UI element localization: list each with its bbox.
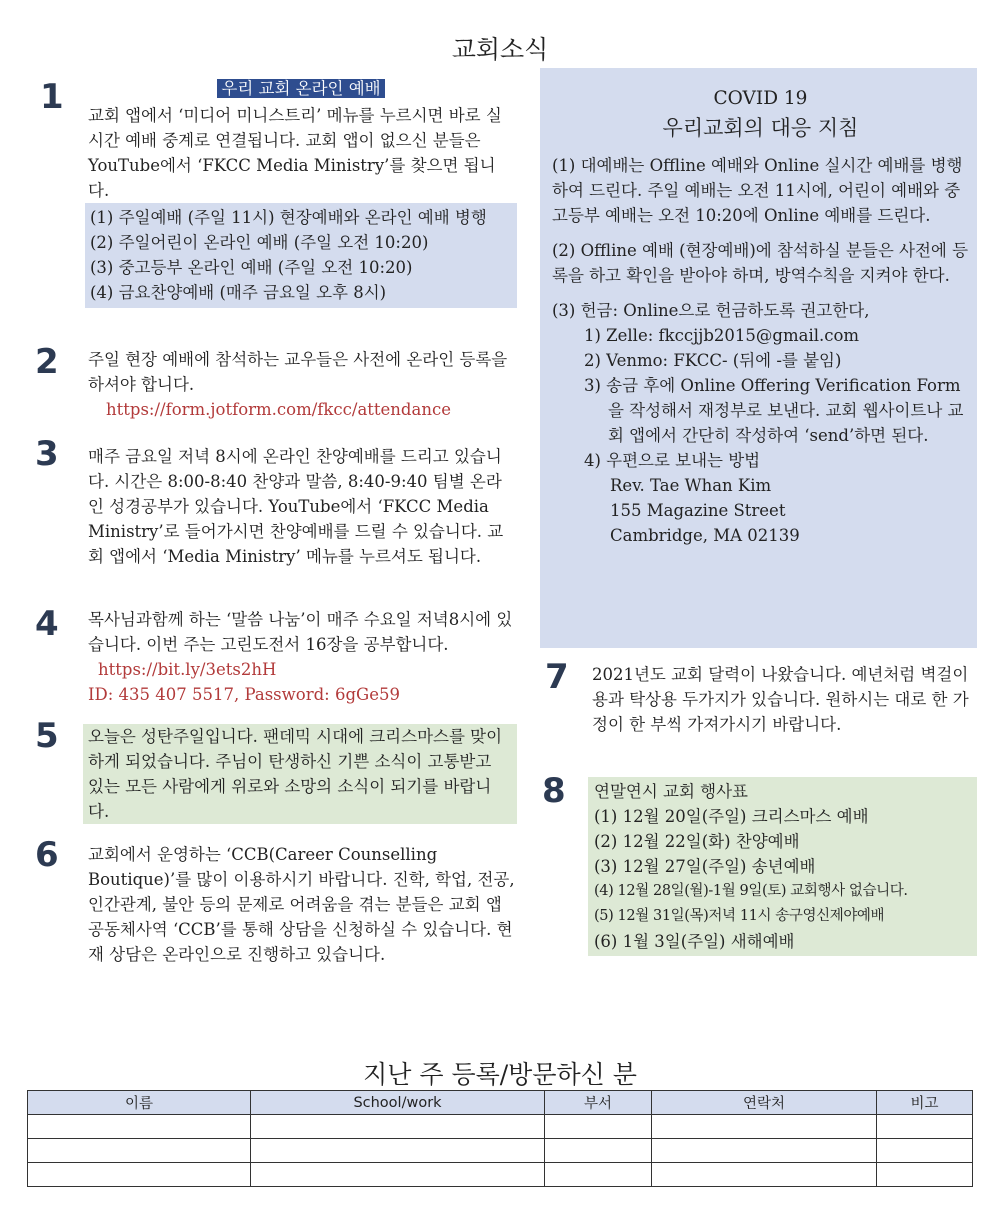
list-item: (3) 중고등부 온라인 예배 (주일 오전 10:20) <box>90 258 413 277</box>
list-item: (1) 주일예배 (주일 11시) 현장예배와 온라인 예배 병행 <box>90 208 487 227</box>
list-item: (4) 금요찬양예배 (매주 금요일 오후 8시) <box>90 283 387 302</box>
table-cell[interactable] <box>545 1115 652 1139</box>
table-cell[interactable] <box>251 1163 545 1187</box>
table-cell[interactable] <box>652 1163 877 1187</box>
year-end-schedule <box>588 777 977 956</box>
meeting-id: ID: 435 407 5517, Password: 6gGe59 <box>88 685 400 704</box>
column-header-school-work: School/work <box>251 1091 545 1115</box>
item-number-1: 1 <box>40 77 64 117</box>
covid-guideline-2: (2) Offline 예배 (현장예배)에 참석하실 분들은 사전에 등록을 하고 확인을 받아야 하며, 방역수칙을 지켜야 한다. <box>552 241 969 285</box>
item-4-body: 목사님과함께 하는 ‘말씀 나눔’이 매주 수요일 저녁8시에 있습니다. 이번 주는 고린도전서 16장을 공부합니다. <box>88 610 513 654</box>
item-7: 2021년도 교회 달력이 나왔습니다. 예년처럼 벽걸이용과 탁상용 두가지가 있습니다. 원하시는 대로 한 가정이 한 부씩 가져가시기 바랍니다. <box>592 665 969 734</box>
item-number-7: 7 <box>545 657 569 697</box>
schedule-item: (2) 12월 22일(화) 찬양예배 <box>594 832 800 851</box>
offering-methods <box>552 323 969 548</box>
offering-verification: 3) 송금 후에 Online Offering Verification Form을 작성해서 재정부로 보낸다. 교회 웹사이트나 교회 앱에서 간단히 작성하여 ‘send’하면 된다. <box>584 376 964 445</box>
item-1 <box>85 76 517 308</box>
table-cell[interactable] <box>251 1115 545 1139</box>
table-cell[interactable] <box>652 1139 877 1163</box>
table-cell[interactable] <box>28 1139 251 1163</box>
item-6: 교회에서 운영하는 ‘CCB(Career Counselling Boutique)’를 많이 이용하시기 바랍니다. 진학, 학업, 전공, 인간관계, 불안 등의 문제로 어려움을 겪는 분들은 교회 앱 공동체사역 ‘CCB’를 통해 상담을 신청하실 수 있습니다. 현재 상담은 온라인으로 진행하고 있습니다. <box>88 845 515 964</box>
mailing-address-line: Cambridge, MA 02139 <box>610 526 800 545</box>
item-3: 매주 금요일 저녁 8시에 온라인 찬양예배를 드리고 있습니다. 시간은 8:00-8:40 찬양과 말씀, 8:40-9:40 팀별 온라인 성경공부가 있습니다. YouTube에서 ‘FKCC Media Ministry’로 들어가시면 찬양예배를 드릴 수 있습니다. 교회 앱에서 ‘Media Ministry’ 메뉴를 누르셔도 됩니다. <box>88 447 504 566</box>
covid-guidelines-box <box>540 68 977 648</box>
mailing-address-line: 155 Magazine Street <box>610 501 786 520</box>
schedule-item: (5) 12월 31일(목)저녁 11시 송구영신제야예배 <box>594 908 885 924</box>
covid-guideline-3: (3) 헌금: Online으로 헌금하도록 권고한다, <box>552 301 870 320</box>
bible-study-link[interactable]: https://bit.ly/3ets2hH <box>98 660 277 679</box>
column-header-department: 부서 <box>545 1091 652 1115</box>
table-cell[interactable] <box>877 1115 973 1139</box>
covid-subtitle: 우리교회의 대응 지침 <box>662 116 859 140</box>
table-row <box>28 1163 973 1187</box>
item-number-5: 5 <box>35 716 59 756</box>
table-row <box>28 1139 973 1163</box>
schedule-heading: 연말연시 교회 행사표 <box>594 782 748 801</box>
offering-venmo: 2) Venmo: FKCC- (뒤에 -를 붙임) <box>584 351 842 370</box>
worship-schedule-list <box>85 203 517 308</box>
table-cell[interactable] <box>28 1163 251 1187</box>
table-cell[interactable] <box>545 1139 652 1163</box>
attendance-link[interactable]: https://form.jotform.com/fkcc/attendance <box>106 400 451 419</box>
schedule-item: (6) 1월 3일(주일) 새해예배 <box>594 932 795 951</box>
item-1-body: 교회 앱에서 ‘미디어 미니스트리’ 메뉴를 누르시면 바로 실시간 예배 중계로 연결됩니다. 교회 앱이 없으신 분들은 YouTube에서 ‘FKCC Media Ministry’를 찾으면 됩니다. <box>88 106 502 200</box>
item-number-2: 2 <box>35 342 59 382</box>
online-worship-heading: 우리 교회 온라인 예배 <box>217 79 384 98</box>
visitors-title: 지난 주 등록/방문하신 분 <box>363 1060 637 1089</box>
item-number-8: 8 <box>542 771 566 811</box>
table-header-row <box>28 1091 973 1115</box>
item-4 <box>88 607 517 707</box>
covid-title: COVID 19 <box>713 88 808 109</box>
item-2-body: 주일 현장 예배에 참석하는 교우들은 사전에 온라인 등록을 하셔야 합니다. <box>88 350 508 394</box>
visitors-table <box>27 1090 973 1187</box>
schedule-item: (4) 12월 28일(월)-1월 9일(토) 교회행사 없습니다. <box>594 883 908 899</box>
covid-guideline-1: (1) 대예배는 Offline 예배와 Online 실시간 예배를 병행하여 드린다. 주일 예배는 오전 11시에, 어린이 예배와 중고등부 예배는 오전 10:20에 Online 예배를 드린다. <box>552 156 963 225</box>
column-header-contact: 연락처 <box>652 1091 877 1115</box>
table-cell[interactable] <box>545 1163 652 1187</box>
mailing-address-line: Rev. Tae Whan Kim <box>610 476 772 495</box>
schedule-item: (3) 12월 27일(주일) 송년예배 <box>594 857 816 876</box>
schedule-item: (1) 12월 20일(주일) 크리스마스 예배 <box>594 807 869 826</box>
item-5: 오늘은 성탄주일입니다. 팬데믹 시대에 크리스마스를 맞이하게 되었습니다. 주님이 탄생하신 기쁜 소식이 고통받고 있는 모든 사람에게 위로와 소망의 소식이 되기를 바랍니다. <box>83 724 517 824</box>
table-cell[interactable] <box>652 1115 877 1139</box>
offering-zelle: 1) Zelle: fkccjjb2015@gmail.com <box>584 326 860 345</box>
item-number-6: 6 <box>35 835 59 875</box>
table-row <box>28 1115 973 1139</box>
table-cell[interactable] <box>251 1139 545 1163</box>
table-cell[interactable] <box>877 1139 973 1163</box>
list-item: (2) 주일어린이 온라인 예배 (주일 오전 10:20) <box>90 233 429 252</box>
item-number-4: 4 <box>35 604 59 644</box>
column-header-notes: 비고 <box>877 1091 973 1115</box>
item-2 <box>88 347 517 422</box>
page-title: 교회소식 <box>451 35 549 64</box>
column-header-name: 이름 <box>28 1091 251 1115</box>
table-cell[interactable] <box>877 1163 973 1187</box>
item-number-3: 3 <box>35 434 59 474</box>
table-cell[interactable] <box>28 1115 251 1139</box>
offering-mail: 4) 우편으로 보내는 방법 <box>584 451 761 470</box>
